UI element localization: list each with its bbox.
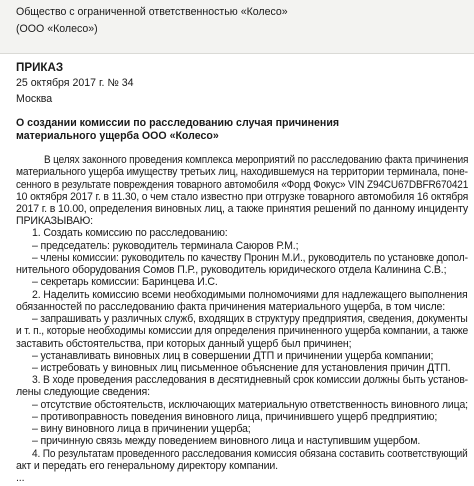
body-line: 4. По результатам проведенного расследования комиссия обязана составить соответствующий [32, 447, 468, 460]
body-line: заставить обстоятельства, при которых данный ущерб был причинен; [16, 337, 352, 350]
ellipsis: ... [16, 472, 25, 484]
body-line: – противоправность поведения виновного лица, причинившего ущерб предприятию; [32, 410, 438, 423]
body-line: обязанностей по расследованию факта причинения материального ущерба, в том числе: [16, 300, 446, 313]
organization-short-name: (ООО «Колесо») [16, 23, 98, 35]
order-title: ПРИКАЗ [16, 61, 64, 74]
body-line: – вину виновного лица в причинении ущерба; [32, 423, 251, 436]
body-line: – причинную связь между поведением виновного лица и наступившим ущербом. [32, 435, 421, 448]
body-line: – отсутствие обстоятельств, исключающих материальную ответственность виновного лица; [32, 398, 468, 411]
body-line: – председатель: руководитель терминала Саюров Р.М.; [32, 239, 299, 252]
body-line: 2. Наделить комиссию всеми необходимыми полномочиями для надлежащего выполнения [32, 288, 468, 301]
body-line: – секретарь комиссии: Баринцева И.С. [32, 276, 218, 289]
body-line: и т. п., которые необходимы комиссии для определения причиненного ущерба компании, а также [16, 325, 469, 338]
body-line: – члены комиссии: руководитель по качеству Пронин М.И., руководитель по установке допол- [32, 251, 468, 264]
body-line: материального ущерба имуществу третьих лиц, находившемуся на территории терминала, поне- [16, 166, 468, 179]
organization-full-name: Общество с ограниченной ответственностью «Колесо» [16, 6, 288, 18]
subject-line-1: О создании комиссии по расследованию случая причинения [16, 117, 340, 129]
order-city: Москва [16, 93, 53, 105]
body-line: ПРИКАЗЫВАЮ: [16, 215, 93, 228]
body-line: 1. Создать комиссию по расследованию: [32, 227, 228, 240]
body-line: сенного в результате повреждения товарного автомобиля «Форд Фокус» VIN Z94CU67DBFR670421 [16, 178, 469, 191]
body-line: 10 октября 2017 г. в 11.30, о чем стало известно при отгрузке товарного автомобиля 16 октября [16, 190, 469, 203]
body-line: лены следующие сведения: [16, 386, 150, 399]
body-line: В целях законного проведения комплекса мероприятий по расследованию факта причинения [44, 154, 469, 166]
body-line: нительного оборудования Сомов П.Р., руководитель юридического отдела Калинина С.В.; [16, 264, 447, 277]
body-line: – запрашивать у различных служб, входящих в структуру предприятия, сведения, документы [32, 313, 468, 325]
body-line: – истребовать у виновных лиц письменное объяснение для установления причин ДТП. [32, 361, 451, 374]
body-line: – устанавливать виновных лиц в совершении ДТП и причинении ущерба компании; [32, 349, 434, 362]
body-line: акт и передать его генеральному директору компании. [16, 459, 278, 472]
order-date-number: 25 октября 2017 г. № 34 [16, 77, 134, 89]
body-line: 2017 г. в 10.00, определения виновных лиц, а также принятия решений по данному инциденту [16, 202, 469, 215]
body-line: 3. В ходе проведения расследования в десятидневный срок комиссии должны быть установ- [32, 374, 468, 387]
subject-line-2: материального ущерба ООО «Колесо» [16, 130, 219, 142]
